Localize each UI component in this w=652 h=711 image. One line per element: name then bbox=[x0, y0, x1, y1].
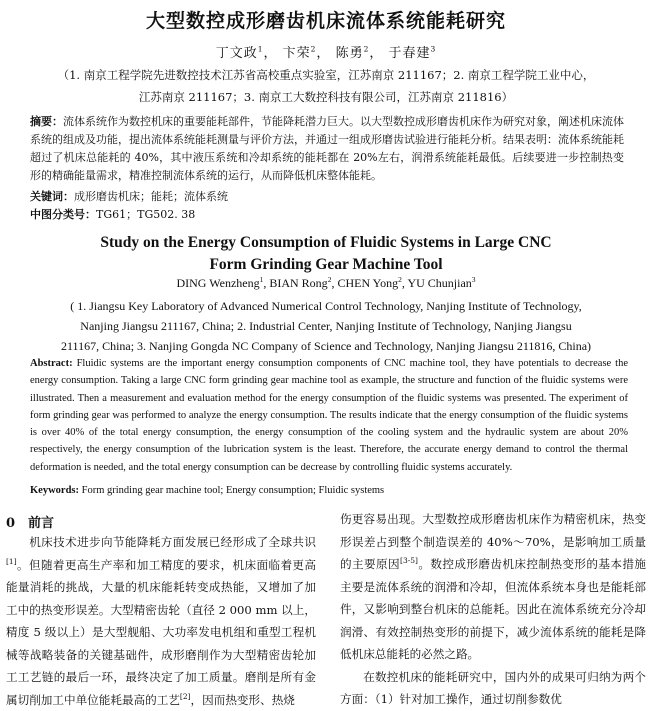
author-affiliation-mark: 2 bbox=[310, 44, 317, 54]
affiliation-line: （1. 南京工程学院先进数控技术江苏省高校重点实验室，江苏南京 211167；2. 南京工程学院工业中心， bbox=[57, 68, 595, 82]
body-paragraph bbox=[340, 508, 646, 666]
chinese-title: 大型数控成形磨齿机床流体系统能耗研究 bbox=[145, 10, 506, 32]
author-affiliation-mark: 3 bbox=[471, 275, 476, 284]
author-name: 于春建 bbox=[388, 46, 431, 61]
affiliation-line: 211167, China; 3. Nanjing Gongda NC Company of Science and Technology, Nanjing Jiangsu 211816, China) bbox=[60, 339, 592, 353]
body-text: ，因而热变形、热烧 bbox=[190, 692, 295, 707]
author-name: BIAN Rong bbox=[269, 276, 328, 290]
english-author-list: DING Wenzheng$^1$, BIAN Rong$^2$, CHEN Yong$^2$, YU Chunjian$^3$ bbox=[176, 275, 476, 290]
author-affiliation-mark: 3 bbox=[430, 44, 437, 54]
chinese-author-list: 丁文政$^1$， 卞荣$^2$， 陈勇$^2$， 于春建$^3$ bbox=[215, 44, 437, 61]
author-affiliation-mark: 2 bbox=[398, 275, 402, 284]
author-affiliation-mark: 2 bbox=[363, 44, 370, 54]
citation: [2] bbox=[179, 691, 191, 701]
abstract-text: 流体系统作为数控机床的重要能耗部件，节能降耗潜力巨大。以大型数控成形磨齿机床作为研究对象，阐述机床流体系统的组成及功能，提出流体系统能耗测量与评价方法，并通过一组成形磨齿试验进行能耗分析。结果表明：流体系统能耗超过了机床总能耗的 40%，其中液压系统和冷却系统的能耗都在 20%左右，润滑系统能耗最低。后续要进一步控制热变形的精确能量需求，精准控制流体系统的运行，从而降低机床整体能耗。 bbox=[30, 115, 624, 182]
affiliation-line: Nanjing Jiangsu 211167, China; 2. Industrial Center, Nanjing Institute of Technology, Nanjing Jiangsu bbox=[80, 319, 572, 333]
keywords-label: Keywords: bbox=[30, 485, 79, 496]
author-name: DING Wenzheng bbox=[176, 276, 260, 290]
english-keywords bbox=[30, 482, 628, 500]
chinese-affiliations bbox=[14, 64, 638, 108]
author-affiliation-mark: 1 bbox=[257, 44, 264, 54]
english-title-line: Form Grinding Gear Machine Tool bbox=[209, 256, 443, 273]
english-abstract bbox=[30, 355, 628, 476]
body-text: 机床技术进步向节能降耗方面发展已经形成了全球共识 bbox=[29, 535, 316, 549]
body-right-column bbox=[340, 508, 646, 711]
author-name: 丁文政 bbox=[215, 46, 258, 61]
body-text: 。数控成形磨齿机床控制热变形的基本措施主要是流体系统的润滑和冷却，但流体系统本身也是能耗部件，又影响到整台机床的总能耗。因此在流体系统充分冷却润滑、有效控制热变形的前提下，减少流体系统的能耗是降低机床总能耗的必然之路。 bbox=[340, 557, 646, 661]
author-name: 陈勇 bbox=[335, 46, 364, 61]
classification-number bbox=[30, 206, 624, 224]
english-title bbox=[0, 232, 652, 276]
abstract-label: Abstract: bbox=[30, 358, 73, 369]
english-title-line: Study on the Energy Consumption of Fluidic Systems in Large CNC bbox=[100, 234, 552, 251]
chinese-keywords bbox=[30, 188, 624, 206]
body-paragraph: 在数控机床的能耗研究中，国内外的成果可归纳为两个方面：（1）针对加工操作，通过切削参数优 bbox=[340, 669, 646, 706]
author-name: CHEN Yong bbox=[337, 276, 399, 290]
author-name: 卞荣 bbox=[282, 46, 311, 61]
affiliation-line: ( 1. Jiangsu Key Laboratory of Advanced Numerical Control Technology, Nanjing Institute of Technology, bbox=[70, 299, 582, 313]
keywords-label: 关键词： bbox=[30, 190, 74, 203]
body-text: 伤更容易出现。大型数控成形磨齿机床作为精密机床，热变形误差占到整个制造误差的 40%～70%，是影响加工质量的主要原因 bbox=[340, 512, 646, 571]
abstract-text: Fluidic systems are the important energy consumption components of CNC machine tool, they have potentials to decrease the energy consumption. Taking a large CNC form grinding gear machine tool as example, the structure and function of the fluidic systems were illustrated. Then a measurement and evaluation method for the energy consumption of the fluidic systems was presented. The experiment of form grinding gear was performed to analyze the energy consumption. The results indicate that the energy consumption of the fluidic systems is over 40% of the total energy consumption, the energy consumption of the cooling system and the hydraulic system are about 20% respectively, the energy consumption of the lubrication system is the least. Therefore, the accurate energy demand to control the thermal deformation is needed, and the total energy consumption can be decrease by controlling fluidic systems accurately. bbox=[30, 358, 629, 473]
clc-label: 中图分类号： bbox=[30, 208, 96, 221]
citation: [3-5] bbox=[400, 556, 418, 566]
affiliation-line: 江苏南京 211167；3. 南京工大数控科技有限公司，江苏南京 211816） bbox=[138, 90, 514, 104]
body-left-column bbox=[6, 531, 316, 711]
body-text: 。但随着更高生产率和加工精度的要求，机床面临着更高能量消耗的挑战，大量的机床能耗转变成热能，又增加了加工中的热变形误差。大型精密齿轮（直径 2 000 mm 以上，精度 5 级以上）是大型舰船、大功率发电机组和重型工程机械等战略装备的关键基础件，成形磨削作为大型精密齿轮加工工艺链的最后一环，最终决定了加工质量。磨削是所有金属切削加工中单位能耗最高的工艺 bbox=[6, 557, 316, 707]
abstract-label: 摘要： bbox=[30, 115, 63, 128]
chinese-abstract bbox=[30, 113, 624, 185]
section-heading: 0 前言 bbox=[6, 516, 55, 531]
citation: [1] bbox=[6, 556, 17, 566]
clc-value: TG61；TG502. 38 bbox=[96, 208, 196, 221]
english-affiliations bbox=[6, 296, 646, 356]
keywords-text: 成形磨齿机床；能耗；流体系统 bbox=[74, 190, 228, 203]
author-affiliation-mark: 2 bbox=[327, 275, 332, 284]
keywords-text: Form grinding gear machine tool; Energy consumption; Fluidic systems bbox=[81, 485, 385, 496]
author-affiliation-mark: 1 bbox=[259, 275, 264, 284]
author-name: YU Chunjian bbox=[407, 276, 472, 290]
